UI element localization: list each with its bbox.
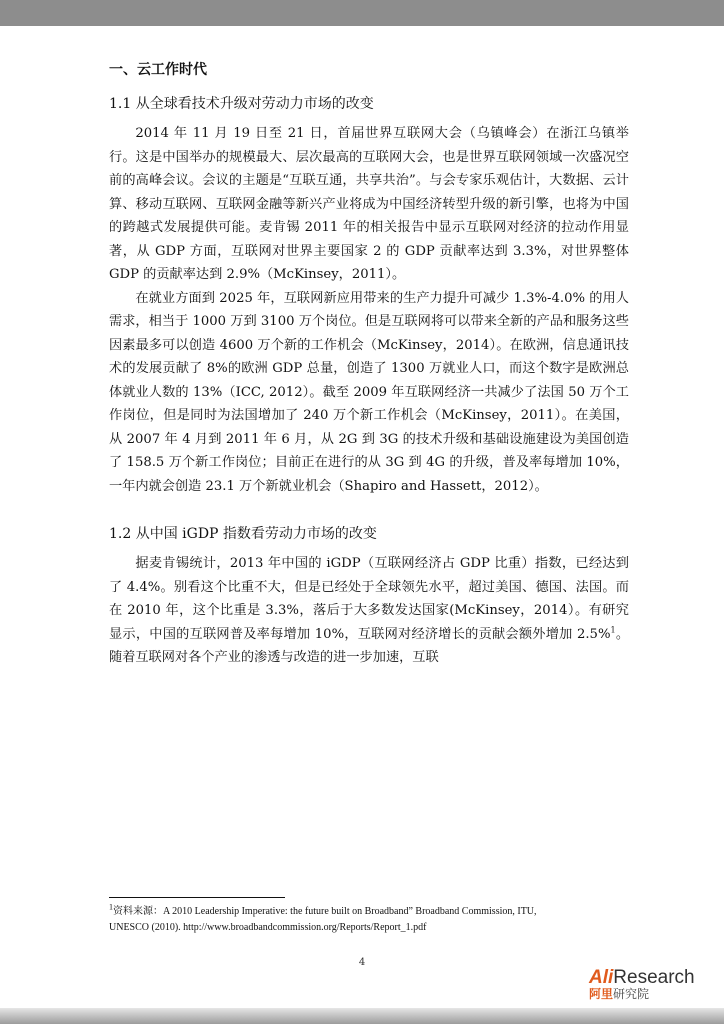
top-header-bar xyxy=(0,0,724,26)
footnote-marker: 1 xyxy=(109,902,113,912)
subsection-title-2: 1.2 从中国 iGDP 指数看劳动力市场的改变 xyxy=(109,526,377,542)
footnote-ref-1[interactable]: 1 xyxy=(610,625,616,635)
paragraph-1: 2014 年 11 月 19 日至 21 日，首届世界互联网大会（乌镇峰会）在浙江乌镇举行。这是中国举办的规模最大、层次最高的互联网大会，也是世界互联网领域一次盛况空前的高峰会议。会议的主题是“互联互通，共享共治”。与会专家乐观估计，大数据、云计算、移动互联网、互联网金融等新兴产业将成为中国经济转型升级的新引擎，也将为中国的跨越式发展提供可能。麦肯锡 2011 年的相关报告中显示互联网对经济的拉动作用显著，从 GDP 方面，互联网对世界主要国家 2 的 GDP 贡献率达到 3.3%，对世界整体 GDP 的贡献率达到 2.9%（McKinsey，2011）。 xyxy=(109,126,629,282)
logo-cn-name-text: 研究院 xyxy=(613,987,650,1001)
aliresearch-logo xyxy=(589,968,719,1001)
logo-wordmark xyxy=(589,968,719,987)
footnote-line-2[interactable]: UNESCO (2010). http://www.broadbandcommission.org/Reports/Report_1.pdf xyxy=(109,922,427,933)
paragraph-3-text-b: 。随着互联网对各个产业的渗透与改造的进一步加速，互联 xyxy=(109,626,630,665)
paragraph-3-text-a: 据麦肯锡统计，2013 年中国的 iGDP（互联网经济占 GDP 比重）指数，已经达到了 4.4%。别看这个比重不大，但是已经处于全球领先水平，超过美国、德国、法国。而在 2010 年，这个比重是 3.3%，落后于大多数发达国家(McKinsey，2014）。有研究显示，中国的互联网普及率每增加 10%，互联网对经济增长的贡献会额外增加 2.5% xyxy=(109,556,629,642)
document-body xyxy=(109,60,629,670)
footnote-divider xyxy=(109,897,285,898)
page-number: 4 xyxy=(358,957,366,968)
footnote xyxy=(109,904,629,936)
bottom-footer-bar xyxy=(0,1008,724,1024)
footnote-source-text: 资料来源：A 2010 Leadership Imperative: the future built on Broadband” Broadband Commission, ITU, xyxy=(113,906,537,917)
subsection-title-1: 1.1 从全球看技术升级对劳动力市场的改变 xyxy=(109,96,374,112)
paragraph-3 xyxy=(109,552,629,670)
logo-research-text: Research xyxy=(613,967,695,988)
section-title: 一、云工作时代 xyxy=(109,62,207,78)
logo-cn-brand-text: 阿里 xyxy=(589,987,614,1001)
logo-chinese xyxy=(589,987,719,1001)
footnote-line-1 xyxy=(109,904,629,920)
paragraph-2: 在就业方面到 2025 年，互联网新应用带来的生产力提升可减少 1.3%-4.0% 的用人需求，相当于 1000 万到 3100 万个岗位。但是互联网将可以带来全新的产品和服务这些因素最多可以创造 4600 万个新的工作机会（McKinsey，2014）。在欧洲，信息通讯技术的发展贡献了 8%的欧洲 GDP 总量，创造了 1300 万就业人口，而这个数字是欧洲总体就业人数的 13%（ICC, 2012）。截至 2009 年互联网经济一共减少了法国 50 万个工作岗位，但是同时为法国增加了 240 万个新工作机会（McKinsey，2011）。在美国，从 2007 年 4 月到 2011 年 6 月，从 2G 到 3G 的技术升级和基础设施建设为美国创造了 158.5 万个新工作岗位；目前正在进行的从 3G 到 4G 的升级，普及率每增加 10%，一年内就会创造 23.1 万个新就业机会（Shapiro and Hassett，2012）。 xyxy=(109,290,629,494)
paragraph-gap xyxy=(109,498,629,524)
logo-ali-text: Ali xyxy=(589,967,614,988)
